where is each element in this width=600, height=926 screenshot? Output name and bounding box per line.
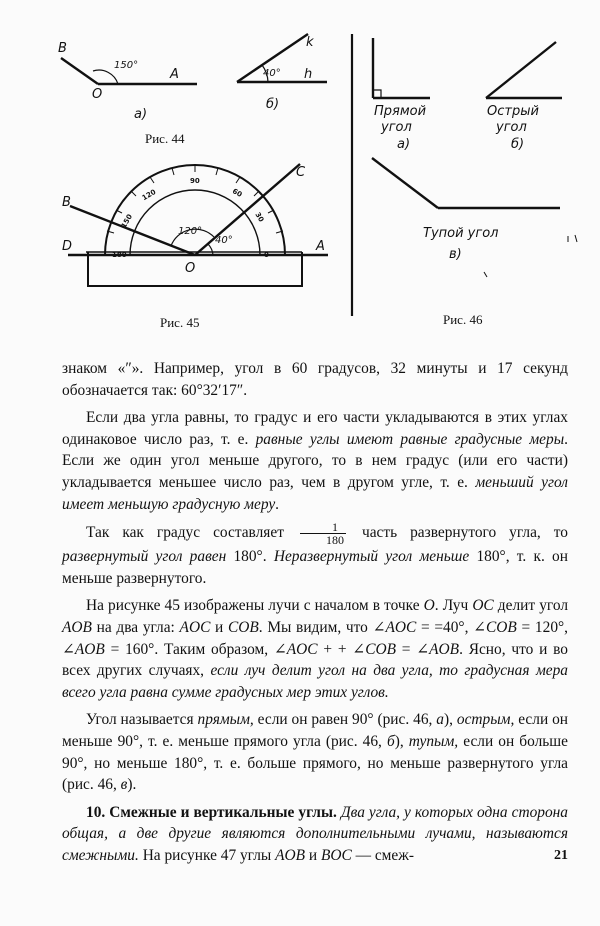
figures-area: [0, 0, 600, 345]
fig46c-sub: в): [449, 247, 462, 262]
stray-marks: [484, 235, 577, 345]
fig46c-drawing: [372, 158, 560, 208]
paragraph-6: 10. Смежные и вертикальные углы. Два угла, у которых одна сторона общая, а две другие являются дополнительными лучами, называются смежными. На рисунке 47 углы AOB и BOC — смеж-: [62, 803, 568, 864]
fig45-scale-90: 90: [190, 177, 200, 185]
fraction-1-180: $\frac{1}{180}$: [300, 521, 346, 546]
fig44b-label-k: k: [306, 35, 314, 50]
fig45-label-a: A: [316, 239, 325, 254]
fig46b-drawing: [486, 42, 562, 98]
fig45-label-o: O: [185, 261, 196, 276]
fig44a-label-a: A: [170, 67, 179, 82]
fig44b-angle: 40°: [263, 68, 281, 79]
fig45-angle-120: 120°: [178, 226, 203, 237]
fig46-caption: Рис. 46: [443, 312, 483, 327]
fig44b-label-h: h: [304, 67, 313, 82]
section-heading: 10. Смежные и вертикальные углы.: [86, 803, 337, 821]
paragraph-1: знаком «″». Например, угол в 60 градусов, 32 минуты и 17 секунд обозначается так: 60°32′17″.: [62, 360, 568, 399]
fig44a-sub: а): [134, 107, 148, 122]
fig45-label-d: D: [62, 239, 73, 254]
paragraph-5: Угол называется прямым, если он равен 90° (рис. 46, а), острым, если он меньше 90°, т. е. меньше прямого угла (рис. 46, б), тупым, если он больше 90°, но меньше 180°, т. е. больше прямого, но меньше развернутого угла (рис. 46, в).: [62, 711, 569, 794]
fig45-caption: Рис. 45: [160, 315, 200, 330]
fig44a-label-b: B: [58, 41, 67, 56]
fig46a-line2: угол: [381, 120, 412, 135]
fig44a-label-o: O: [92, 87, 103, 102]
fig44-caption: Рис. 44: [145, 131, 185, 146]
body-text: [62, 358, 568, 866]
fig45-scale-30: 30: [253, 211, 266, 224]
fig45-scale-180: 180: [112, 251, 127, 259]
fig46a-line1: Прямой: [374, 104, 427, 119]
fig45-label-c: C: [296, 165, 306, 180]
fig46a-drawing: [373, 38, 430, 98]
fig45-label-b: B: [62, 195, 71, 210]
fig45-angle-40: 40°: [215, 235, 233, 246]
paragraph-4: На рисунке 45 изображены лучи с началом в точке O. Луч OC делит угол AOB на два угла: AOC и COB. Мы видим, что ∠AOC = =40°, ∠COB = 120°, ∠AOB = 160°. Таким образом, ∠AOC + + ∠COB = ∠AOB. Ясно, что и во всех других случаях, если луч делит угол на два угла, то градусная мера всего угла равна сумме градусных мер этих углов.: [62, 597, 569, 701]
fig46c-line1: Тупой угол: [423, 226, 499, 241]
fig45-scale-120: 120: [140, 187, 158, 203]
fig45-scale-0: 0: [264, 251, 269, 259]
fig46b-line2: угол: [496, 120, 527, 135]
page-number: 21: [554, 848, 568, 863]
fig45-scale-150: 150: [119, 212, 134, 230]
fig46b-sub: б): [511, 137, 525, 152]
fig44b-sub: б): [266, 97, 280, 112]
paragraph-3: Так как градус составляет $\frac{1}{180}$ часть развернутого угла, то развернутый угол равен 180°. Неразвернутый угол меньше 180°, т. к. он меньше развернутого.: [62, 520, 568, 587]
paragraph-2: Если два угла равны, то градус и его части укладываются в этих углах одинаковое число раз, т. е. равные углы имеют равные градусные меры. Если же один угол меньше другого, то в нем градус (или его части) укладывается меньшее число раз, чем в другом угле, т. е. меньший угол имеет меньшую градусную меру.: [62, 409, 568, 513]
fig46a-sub: а): [397, 137, 411, 152]
fig46b-line1: Острый: [487, 104, 539, 119]
fig44a-angle: 150°: [114, 60, 139, 71]
fig45-scale-60: 60: [230, 187, 244, 199]
